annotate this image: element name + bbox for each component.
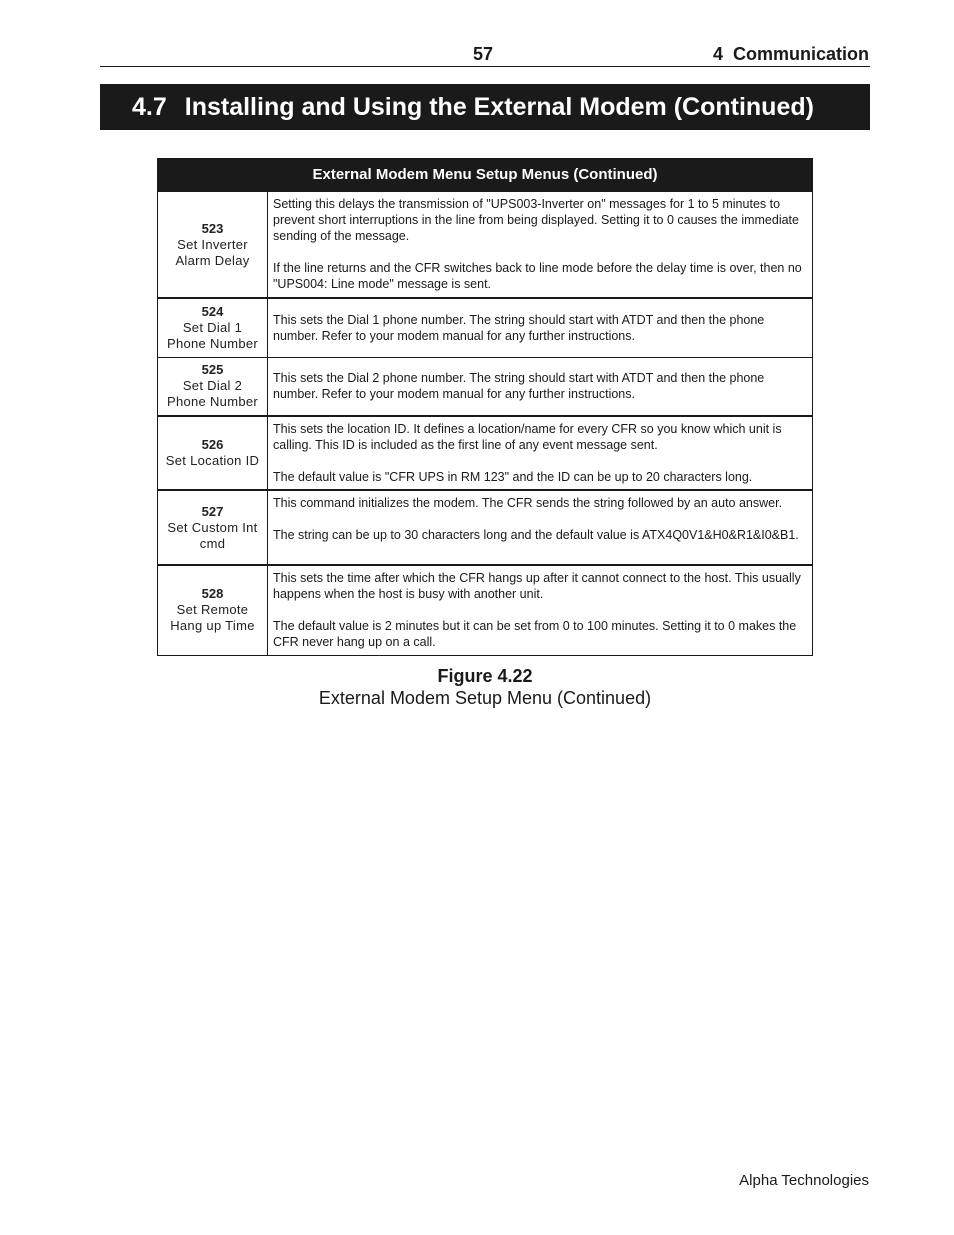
menu-code-cell (158, 490, 268, 565)
page-number: 57 (473, 44, 494, 64)
description-paragraph: This command initializes the modem. The CFR sends the string followed by an auto answer. (273, 496, 783, 510)
menu-code-cell (158, 357, 268, 416)
menu-label-line: Set Inverter (177, 236, 248, 252)
table-row (158, 298, 813, 357)
description-paragraph: This sets the Dial 1 phone number. The string should start with ATDT and then the phone number. Refer to your modem manual for any further instructions. (273, 312, 765, 343)
menu-description (268, 416, 813, 490)
header-rule (100, 66, 870, 67)
menu-label-line: Alarm Delay (175, 252, 250, 268)
menu-code: 526 (201, 437, 224, 452)
description-paragraph: This sets the location ID. It defines a location/name for every CFR so you know which unit is calling. This ID is included as the first line of any event message sent. (273, 422, 782, 452)
menu-code: 527 (201, 503, 224, 519)
table-row (158, 490, 813, 565)
menu-code: 524 (201, 303, 224, 319)
menu-code-cell (158, 416, 268, 490)
menu-label-line: Phone Number (166, 335, 259, 351)
menu-label-line: Set Dial 1 (182, 319, 243, 335)
chapter-heading (713, 44, 869, 65)
figure-title: External Modem Setup Menu (Continued) (318, 688, 652, 708)
menu-code-cell (158, 298, 268, 357)
table-row (158, 416, 813, 490)
menu-code-cell (158, 191, 268, 298)
description-paragraph: Setting this delays the transmission of "UPS003-Inverter on" messages for 1 to 5 minutes to prevent short interruptions in the line from being displayed. Setting it to 0 causes the immediate sending of the message. (273, 197, 799, 243)
menu-code: 528 (201, 586, 224, 602)
description-paragraph: The string can be up to 30 characters long and the default value is ATX4Q0V1&H0&R1&I0&B1. (273, 528, 799, 542)
menu-description (268, 191, 813, 298)
table-title: External Modem Menu Setup Menus (Continued) (158, 159, 813, 192)
menu-description (268, 357, 813, 416)
menu-code: 525 (201, 362, 224, 378)
description-paragraph: If the line returns and the CFR switches back to line mode before the delay time is over, then no "UPS004: Line mode" message is sent. (273, 261, 802, 291)
menu-label-line: Phone Number (166, 394, 259, 410)
description-paragraph: The default value is "CFR UPS in RM 123" and the ID can be up to 20 characters long. (273, 470, 753, 484)
menu-label-line: cmd (199, 535, 226, 551)
figure-label: Figure 4.22 (437, 666, 533, 686)
menu-label-line: Set Remote (176, 602, 249, 618)
description-paragraph: The default value is 2 minutes but it can be set from 0 to 100 minutes. Setting it to 0 makes the CFR never hang up on a call. (273, 619, 797, 649)
table-row (158, 357, 813, 416)
table-row (158, 565, 813, 655)
menu-label-line: Set Custom Int (167, 519, 258, 535)
footer-company: Alpha Technologies (739, 1172, 869, 1189)
description-paragraph: This sets the time after which the CFR hangs up after it cannot connect to the host. This usually happens when the host is busy with another unit. (273, 571, 801, 601)
table-header-row (158, 159, 813, 192)
menu-label-line: Hang up Time (170, 618, 255, 634)
modem-menu-table (157, 158, 813, 656)
menu-label-line: Set Location ID (165, 453, 260, 468)
chapter-title: Communication (732, 44, 869, 64)
menu-label-line: Set Dial 2 (182, 378, 243, 394)
menu-code-cell (158, 565, 268, 655)
section-title: Installing and Using the External Modem (Continued) (184, 92, 814, 121)
menu-code: 523 (201, 220, 224, 236)
menu-description (268, 565, 813, 655)
description-paragraph: This sets the Dial 2 phone number. The string should start with ATDT and then the phone number. Refer to your modem manual for any further instructions. (273, 371, 765, 402)
menu-description (268, 298, 813, 357)
chapter-number: 4 (712, 44, 723, 64)
section-banner (100, 84, 870, 130)
menu-description (268, 490, 813, 565)
section-number: 4.7 (132, 92, 167, 121)
figure-caption (157, 665, 813, 709)
table-row (158, 191, 813, 298)
